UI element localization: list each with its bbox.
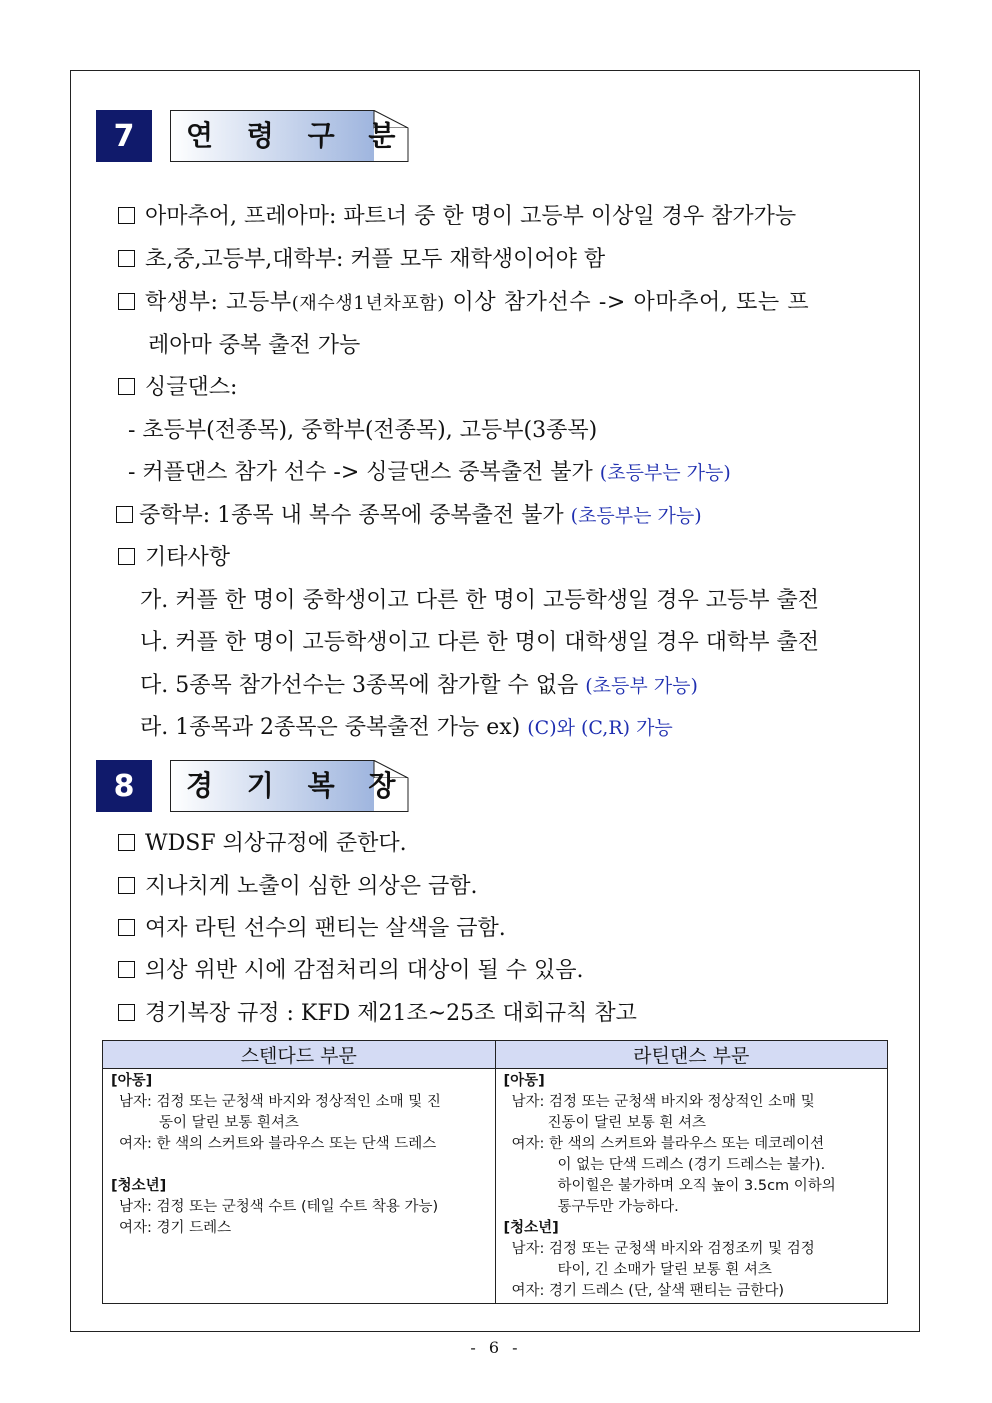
checkbox-icon bbox=[118, 293, 135, 310]
dress-item-2: 지나치게 노출이 심한 의상은 금함. bbox=[118, 872, 478, 902]
rule-line: 여자: 경기 드레스 bbox=[119, 1220, 232, 1236]
checkbox-icon bbox=[118, 250, 135, 267]
checkbox-icon bbox=[118, 877, 135, 894]
section-number: 8 bbox=[96, 760, 152, 812]
age-item-3-cont: 레아마 중복 출전 가능 bbox=[148, 333, 361, 358]
page-number: - 6 - bbox=[470, 1338, 522, 1357]
checkbox-icon bbox=[118, 961, 135, 978]
standard-header: 스텐다드 부문 bbox=[103, 1041, 496, 1069]
rule-line: 통구두만 가능하다. bbox=[557, 1199, 679, 1215]
etc-item-da: 다. 5종목 참가선수는 3종목에 참가할 수 없음 (초등부 가능) bbox=[140, 673, 698, 698]
section-8-header bbox=[96, 760, 416, 812]
section-7-header bbox=[96, 110, 416, 162]
rule-line: 진동이 달린 보통 흰 셔츠 bbox=[547, 1115, 707, 1131]
rule-line: 여자: 경기 드레스 (단, 살색 팬티는 금한다) bbox=[511, 1283, 785, 1299]
dress-item-1: WDSF 의상규정에 준한다. bbox=[118, 829, 407, 859]
group-label: [아동] bbox=[503, 1073, 545, 1089]
rule-line: 여자: 한 색의 스커트와 블라우스 또는 데코레이션 bbox=[511, 1136, 825, 1152]
age-item-3: 학생부: 고등부(재수생1년차포함) 이상 참가선수 -> 아마추어, 또는 프 bbox=[118, 288, 809, 319]
latin-cell bbox=[495, 1069, 888, 1304]
age-item-2: 초,중,고등부,대학부: 커플 모두 재학생이어야 함 bbox=[118, 245, 605, 275]
age-sub-2: - 커플댄스 참가 선수 -> 싱글댄스 중복출전 불가 (초등부는 가능) bbox=[128, 460, 731, 485]
rule-line: 타이, 긴 소매가 달린 보통 흰 셔츠 bbox=[557, 1262, 772, 1278]
group-label: [청소년] bbox=[503, 1220, 559, 1236]
etc-item-ga: 가. 커플 한 명이 중학생이고 다른 한 명이 고등학생일 경우 고등부 출전 bbox=[140, 588, 819, 613]
dress-item-3: 여자 라틴 선수의 팬티는 살색을 금함. bbox=[118, 914, 506, 944]
spacer bbox=[111, 1155, 487, 1176]
checkbox-icon bbox=[118, 207, 135, 224]
group-label: [청소년] bbox=[111, 1178, 167, 1194]
etc-item-ra: 라. 1종목과 2종목은 중복출전 가능 ex) (C)와 (C,R) 가능 bbox=[140, 715, 673, 740]
rule-line: 남자: 검정 또는 군청색 바지와 검정조끼 및 검정 bbox=[511, 1241, 815, 1257]
checkbox-icon bbox=[116, 506, 133, 523]
rule-line: 남자: 검정 또는 군청색 바지와 정상적인 소매 및 진 bbox=[119, 1094, 441, 1110]
age-item-1: 아마추어, 프레아마: 파트너 중 한 명이 고등부 이상일 경우 참가가능 bbox=[118, 202, 796, 232]
group-label: [아동] bbox=[111, 1073, 153, 1089]
rule-line: 이 없는 단색 드레스 (경기 드레스는 불가). bbox=[557, 1157, 826, 1173]
rule-line: 남자: 검정 또는 군청색 수트 (테일 수트 착용 가능) bbox=[119, 1199, 439, 1215]
age-item-6: 기타사항 bbox=[118, 543, 230, 573]
rule-line: 하이힐은 불가하며 오직 높이 3.5cm 이하의 bbox=[557, 1178, 836, 1194]
rule-line: 여자: 한 색의 스커트와 블라우스 또는 단색 드레스 bbox=[119, 1136, 437, 1152]
age-item-5: 중학부: 1종목 내 복수 종목에 중복출전 불가 (초등부는 가능) bbox=[116, 501, 702, 531]
checkbox-icon bbox=[118, 1004, 135, 1021]
etc-item-na: 나. 커플 한 명이 고등학생이고 다른 한 명이 대학생일 경우 대학부 출전 bbox=[140, 630, 819, 655]
checkbox-icon bbox=[118, 919, 135, 936]
dress-item-5: 경기복장 규정 : KFD 제21조~25조 대회규칙 참고 bbox=[118, 999, 637, 1029]
section-title-box bbox=[170, 110, 410, 162]
checkbox-icon bbox=[118, 548, 135, 565]
age-item-4: 싱글댄스: bbox=[118, 373, 237, 403]
dress-code-table bbox=[102, 1040, 888, 1304]
rule-line: 남자: 검정 또는 군청색 바지와 정상적인 소매 및 bbox=[511, 1094, 815, 1110]
rule-line: 동이 달린 보통 흰셔츠 bbox=[159, 1115, 299, 1131]
section-number: 7 bbox=[96, 110, 152, 162]
section-title-text: 연 령 구 분 bbox=[186, 119, 408, 152]
latin-header: 라틴댄스 부문 bbox=[495, 1041, 888, 1069]
dress-item-4: 의상 위반 시에 감점처리의 대상이 될 수 있음. bbox=[118, 956, 583, 986]
checkbox-icon bbox=[118, 378, 135, 395]
age-sub-1: - 초등부(전종목), 중학부(전종목), 고등부(3종목) bbox=[128, 418, 598, 443]
standard-cell bbox=[103, 1069, 496, 1304]
checkbox-icon bbox=[118, 834, 135, 851]
section-title-box bbox=[170, 760, 410, 812]
section-title-text: 경 기 복 장 bbox=[186, 769, 408, 802]
